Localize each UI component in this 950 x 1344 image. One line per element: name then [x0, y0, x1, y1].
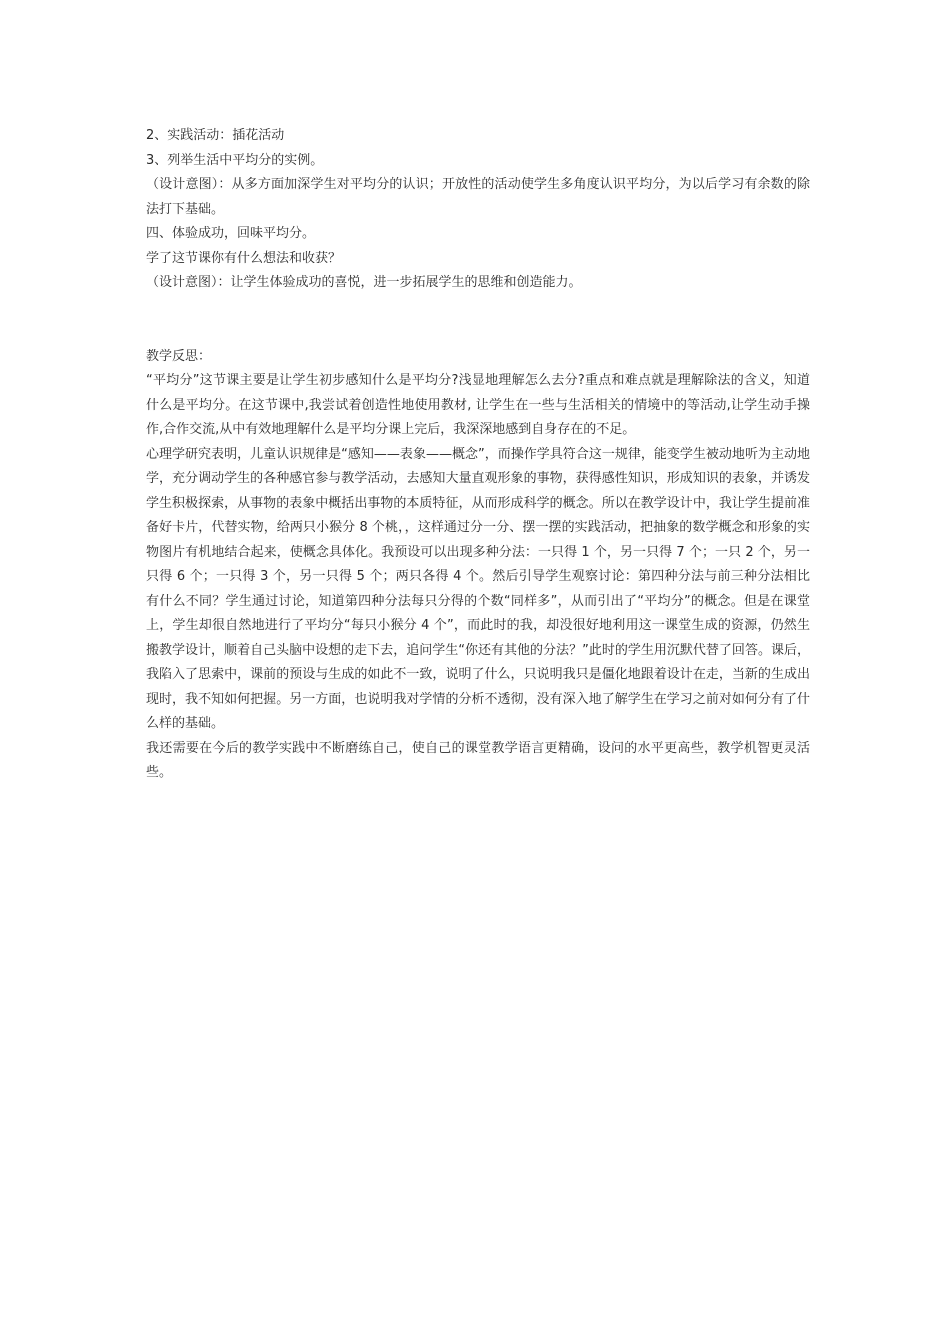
question-line: 学了这节课你有什么想法和收获？ [146, 250, 342, 266]
design-intent-paragraph-2: （设计意图）：让学生体验成功的喜悦，进一步拓展学生的思维和创造能力。 [146, 275, 582, 290]
activity-2-line: 2、实践活动：插花活动 [146, 128, 285, 143]
step-4-heading: 四、体验成功，回味平均分。 [146, 226, 316, 241]
document-body [146, 124, 810, 786]
section-spacer [146, 296, 810, 345]
reflection-heading: 教学反思： [146, 348, 212, 364]
design-intent-paragraph: （设计意图）：从多方面加深学生对平均分的认识；开放性的活动使学生多角度认识平均分，为以后学习有余数的除法打下基础。 [146, 177, 810, 217]
reflection-paragraph-1: “平均分”这节课主要是让学生初步感知什么是平均分?浅显地理解怎么去分?重点和难点就是理解除法的含义，知道什么是平均分。在这节课中,我尝试着创造性地使用教材, 让学生在一些与生活相关的情境中的等活动,让学生动手操作,合作交流,从中有效地理解什么是平均分课上完后，我深深地感到自身存在的不足。 [146, 373, 810, 437]
reflection-paragraph-2: 心理学研究表明，儿童认识规律是“感知——表象——概念”，而操作学具符合这一规律，能变学生被动地听为主动地学，充分调动学生的各种感官参与教学活动，去感知大量直观形象的事物，获得感性知识，形成知识的表象，并诱发学生积极探索，从事物的表象中概括出事物的本质特征，从而形成科学的概念。所以在教学设计中，我让学生提前准备好卡片，代替实物，给两只小猴分 8 个桃，，这样通过分一分、摆一摆的实践活动，把抽象的数学概念和形象的实物图片有机地结合起来，使概念具体化。我预设可以出现多种分法：一只得 1 个，另一只得 7 个；一只 2 个，另一只得 6 个；一只得 3 个，另一只得 5 个；两只各得 4 个。然后引导学生观察讨论：第四种分法与前三种分法相比有什么不同？学生通过讨论，知道第四种分法每只分得的个数“同样多”，从而引出了“平均分”的概念。但是在课堂上，学生却很自然地进行了平均分“每只小猴分 4 个”，而此时的我，却没很好地利用这一课堂生成的资源，仍然生搬教学设计，顺着自己头脑中设想的走下去，追问学生“你还有其他的分法？”此时的学生用沉默代替了回答。课后，我陷入了思索中，课前的预设与生成的如此不一致，说明了什么，只说明我只是僵化地跟着设计在走，当新的生成出现时，我不知如何把握。另一方面，也说明我对学情的分析不透彻，没有深入地了解学生在学习之前对如何分有了什么样的基础。 [146, 446, 810, 731]
reflection-paragraph-3: 我还需要在今后的教学实践中不断磨练自己，使自己的课堂教学语言更精确，设问的水平更高些，教学机智更灵活些。 [146, 740, 810, 780]
activity-3-line: 3、列举生活中平均分的实例。 [146, 152, 324, 168]
